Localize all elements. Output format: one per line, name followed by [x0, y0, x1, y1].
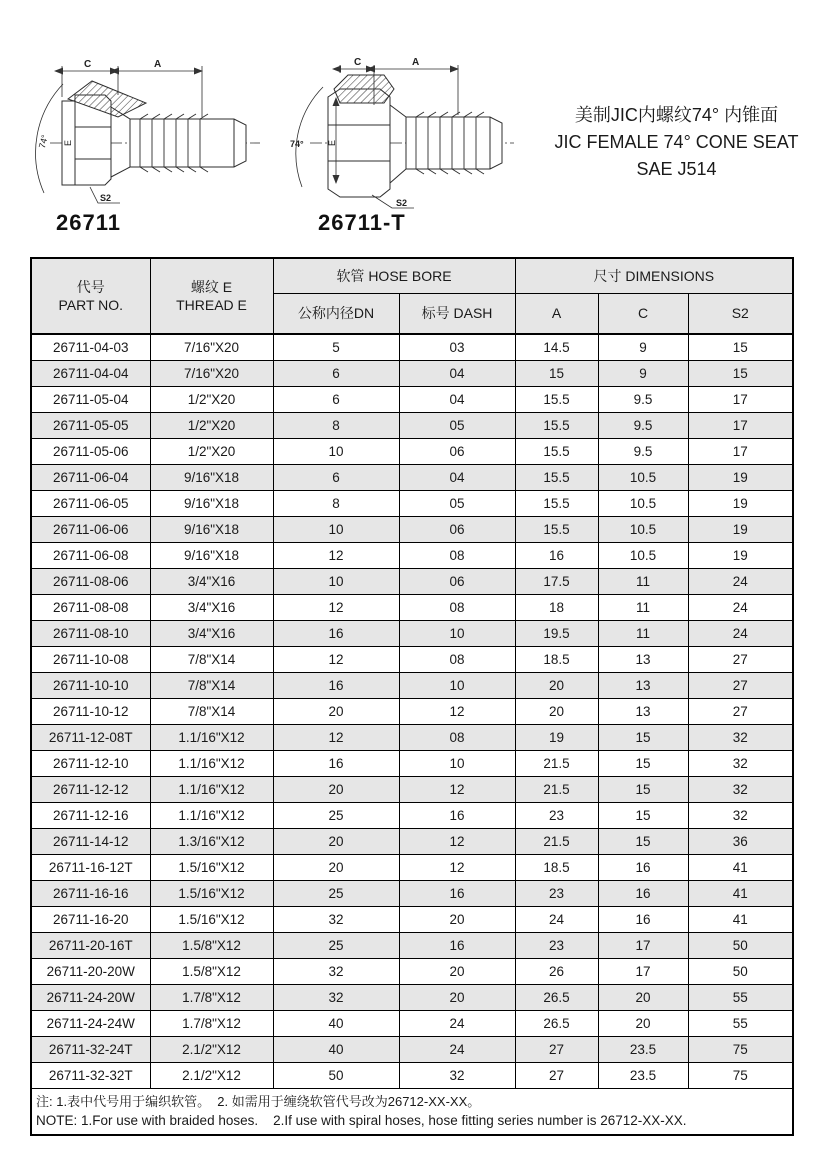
- dim-c-cell: 16: [598, 906, 688, 932]
- dim-label-e: E: [327, 139, 337, 146]
- thread-cell: 1/2"X20: [150, 438, 273, 464]
- dim-s2-cell: 17: [688, 438, 793, 464]
- dn-cell: 16: [273, 750, 399, 776]
- dn-cell: 25: [273, 802, 399, 828]
- dn-cell: 20: [273, 698, 399, 724]
- dim-label-s2: S2: [100, 193, 112, 203]
- dash-cell: 08: [399, 542, 515, 568]
- dim-a-cell: 17.5: [515, 568, 598, 594]
- dim-s2-cell: 15: [688, 334, 793, 360]
- dn-cell: 40: [273, 1036, 399, 1062]
- dim-a-cell: 15.5: [515, 464, 598, 490]
- note-en: NOTE: 1.For use with braided hoses. 2.If use with spiral hoses, hose fitting series number is 26712-XX-XX.: [36, 1112, 687, 1128]
- table-row: [31, 568, 793, 594]
- dim-s2-cell: 24: [688, 620, 793, 646]
- table-row: [31, 776, 793, 802]
- dim-a-cell: 16: [515, 542, 598, 568]
- dim-c-cell: 9.5: [598, 412, 688, 438]
- dim-c-cell: 9.5: [598, 438, 688, 464]
- dash-cell: 06: [399, 516, 515, 542]
- table-row: [31, 1010, 793, 1036]
- part-no-cell: 26711-16-16: [31, 880, 150, 906]
- thread-cell: 9/16"X18: [150, 542, 273, 568]
- col-header-part-no-en: PART NO.: [58, 297, 124, 313]
- dim-c-cell: 17: [598, 932, 688, 958]
- dash-cell: 05: [399, 490, 515, 516]
- col-header-part-no: [31, 258, 150, 334]
- dim-a-cell: 24: [515, 906, 598, 932]
- table-row: [31, 334, 793, 360]
- table-row: [31, 958, 793, 984]
- part-no-cell: 26711-16-12T: [31, 854, 150, 880]
- dim-s2-cell: 17: [688, 386, 793, 412]
- dim-c-cell: 15: [598, 724, 688, 750]
- table-row: [31, 828, 793, 854]
- dim-label-c: C: [354, 57, 362, 68]
- dim-a-cell: 15.5: [515, 412, 598, 438]
- dn-cell: 12: [273, 594, 399, 620]
- dim-a-cell: 23: [515, 802, 598, 828]
- thread-cell: 1/2"X20: [150, 412, 273, 438]
- part-no-cell: 26711-10-08: [31, 646, 150, 672]
- thread-cell: 1.5/16"X12: [150, 880, 273, 906]
- part-no-cell: 26711-08-06: [31, 568, 150, 594]
- dim-label-74deg: 74°: [36, 133, 51, 150]
- dim-c-cell: 15: [598, 776, 688, 802]
- dim-label-a: A: [154, 59, 162, 70]
- dim-c-cell: 17: [598, 958, 688, 984]
- dim-s2-cell: 27: [688, 646, 793, 672]
- dim-a-cell: 15.5: [515, 516, 598, 542]
- dash-cell: 20: [399, 984, 515, 1010]
- thread-cell: 1.5/8"X12: [150, 932, 273, 958]
- part-no-cell: 26711-12-08T: [31, 724, 150, 750]
- dim-label-c: C: [84, 59, 92, 70]
- dim-a-cell: 15.5: [515, 386, 598, 412]
- part-no-cell: 26711-24-24W: [31, 1010, 150, 1036]
- dn-cell: 10: [273, 568, 399, 594]
- table-row: [31, 932, 793, 958]
- dim-c-cell: 23.5: [598, 1062, 688, 1088]
- title-block: [528, 102, 825, 183]
- thread-cell: 2.1/2"X12: [150, 1062, 273, 1088]
- dim-s2-cell: 17: [688, 412, 793, 438]
- dim-c-cell: 11: [598, 594, 688, 620]
- dash-cell: 20: [399, 906, 515, 932]
- dash-cell: 04: [399, 464, 515, 490]
- table-row: [31, 464, 793, 490]
- thread-cell: 3/4"X16: [150, 594, 273, 620]
- part-no-cell: 26711-14-12: [31, 828, 150, 854]
- dash-cell: 04: [399, 360, 515, 386]
- part-no-cell: 26711-32-24T: [31, 1036, 150, 1062]
- dim-a-cell: 21.5: [515, 828, 598, 854]
- part-no-cell: 26711-05-06: [31, 438, 150, 464]
- table-row: [31, 698, 793, 724]
- table-row: [31, 1036, 793, 1062]
- dn-cell: 20: [273, 776, 399, 802]
- thread-cell: 1.5/16"X12: [150, 854, 273, 880]
- part-no-cell: 26711-06-08: [31, 542, 150, 568]
- dim-c-cell: 15: [598, 828, 688, 854]
- dim-c-cell: 13: [598, 672, 688, 698]
- col-header-part-no-cn: 代号: [76, 279, 105, 295]
- part-no-cell: 26711-24-20W: [31, 984, 150, 1010]
- dim-s2-cell: 24: [688, 568, 793, 594]
- dn-cell: 25: [273, 880, 399, 906]
- dn-cell: 40: [273, 1010, 399, 1036]
- model-caption-26711-t: 26711-T: [318, 210, 406, 235]
- dim-c-cell: 16: [598, 880, 688, 906]
- thread-cell: 3/4"X16: [150, 620, 273, 646]
- model-caption-26711: 26711: [56, 210, 121, 235]
- dash-cell: 32: [399, 1062, 515, 1088]
- dash-cell: 08: [399, 646, 515, 672]
- col-header-thread-en: THREAD E: [176, 297, 247, 313]
- thread-cell: 7/8"X14: [150, 698, 273, 724]
- dim-label-a: A: [412, 57, 420, 68]
- dn-cell: 12: [273, 646, 399, 672]
- dn-cell: 8: [273, 490, 399, 516]
- dim-a-cell: 27: [515, 1062, 598, 1088]
- dim-s2-cell: 24: [688, 594, 793, 620]
- dim-label-s2: S2: [396, 198, 408, 208]
- dim-a-cell: 21.5: [515, 750, 598, 776]
- table-row: [31, 906, 793, 932]
- thread-cell: 1/2"X20: [150, 386, 273, 412]
- dim-c-cell: 10.5: [598, 516, 688, 542]
- dim-s2-cell: 36: [688, 828, 793, 854]
- dash-cell: 10: [399, 620, 515, 646]
- part-no-cell: 26711-32-32T: [31, 1062, 150, 1088]
- fitting-drawing-26711: [34, 55, 264, 220]
- dim-s2-cell: 50: [688, 932, 793, 958]
- dim-s2-cell: 55: [688, 1010, 793, 1036]
- dash-cell: 12: [399, 698, 515, 724]
- dash-cell: 12: [399, 776, 515, 802]
- dn-cell: 20: [273, 828, 399, 854]
- part-no-cell: 26711-05-05: [31, 412, 150, 438]
- dash-cell: 16: [399, 932, 515, 958]
- table-row: [31, 542, 793, 568]
- dim-a-cell: 18: [515, 594, 598, 620]
- dim-a-cell: 19: [515, 724, 598, 750]
- table-row: [31, 750, 793, 776]
- fitting-drawing-26711-svg: [34, 55, 264, 215]
- col-header-thread-cn: 螺纹 E: [190, 279, 233, 295]
- dim-a-cell: 14.5: [515, 334, 598, 360]
- part-no-cell: 26711-12-16: [31, 802, 150, 828]
- table-row: [31, 724, 793, 750]
- dim-c-cell: 9.5: [598, 386, 688, 412]
- dim-c-cell: 20: [598, 984, 688, 1010]
- dim-c-cell: 11: [598, 620, 688, 646]
- part-no-cell: 26711-20-16T: [31, 932, 150, 958]
- table-row: [31, 1062, 793, 1088]
- col-header-dn: 公称内径DN: [273, 293, 399, 334]
- col-header-dash: 标号 DASH: [399, 293, 515, 334]
- dash-cell: 24: [399, 1010, 515, 1036]
- dash-cell: 05: [399, 412, 515, 438]
- dim-s2-cell: 50: [688, 958, 793, 984]
- dim-s2-cell: 19: [688, 464, 793, 490]
- dim-s2-cell: 55: [688, 984, 793, 1010]
- page-title-en: JIC FEMALE 74° CONE SEAT: [554, 132, 799, 152]
- dim-c-cell: 15: [598, 750, 688, 776]
- thread-cell: 7/8"X14: [150, 672, 273, 698]
- thread-cell: 7/16"X20: [150, 360, 273, 386]
- fitting-drawing-26711-t-svg: [288, 55, 518, 215]
- dim-c-cell: 20: [598, 1010, 688, 1036]
- dim-s2-cell: 27: [688, 698, 793, 724]
- dn-cell: 5: [273, 334, 399, 360]
- col-header-dim-s2: S2: [688, 293, 793, 334]
- part-no-cell: 26711-10-10: [31, 672, 150, 698]
- thread-cell: 1.1/16"X12: [150, 802, 273, 828]
- part-no-cell: 26711-05-04: [31, 386, 150, 412]
- page-title-cn: 美制JIC内螺纹74° 内锥面: [574, 105, 779, 125]
- col-header-thread: [150, 258, 273, 334]
- dim-c-cell: 23.5: [598, 1036, 688, 1062]
- dim-s2-cell: 27: [688, 672, 793, 698]
- table-row: [31, 620, 793, 646]
- part-no-cell: 26711-04-04: [31, 360, 150, 386]
- table-note: [31, 1088, 793, 1135]
- dn-cell: 32: [273, 906, 399, 932]
- thread-cell: 1.5/16"X12: [150, 906, 273, 932]
- dim-a-cell: 27: [515, 1036, 598, 1062]
- dim-c-cell: 10.5: [598, 464, 688, 490]
- part-no-cell: 26711-04-03: [31, 334, 150, 360]
- dim-s2-cell: 41: [688, 880, 793, 906]
- thread-cell: 9/16"X18: [150, 490, 273, 516]
- dim-a-cell: 26.5: [515, 1010, 598, 1036]
- thread-cell: 1.1/16"X12: [150, 724, 273, 750]
- part-no-cell: 26711-20-20W: [31, 958, 150, 984]
- dn-cell: 6: [273, 464, 399, 490]
- dim-a-cell: 23: [515, 880, 598, 906]
- dim-s2-cell: 32: [688, 776, 793, 802]
- thread-cell: 1.1/16"X12: [150, 776, 273, 802]
- dim-a-cell: 18.5: [515, 646, 598, 672]
- dim-s2-cell: 19: [688, 490, 793, 516]
- dash-cell: 20: [399, 958, 515, 984]
- dn-cell: 16: [273, 620, 399, 646]
- page-title-standard: SAE J514: [636, 159, 717, 179]
- part-no-cell: 26711-10-12: [31, 698, 150, 724]
- dim-label-e: E: [63, 139, 73, 146]
- dim-c-cell: 13: [598, 698, 688, 724]
- dn-cell: 8: [273, 412, 399, 438]
- dn-cell: 10: [273, 438, 399, 464]
- dash-cell: 10: [399, 672, 515, 698]
- dash-cell: 12: [399, 828, 515, 854]
- part-no-cell: 26711-12-10: [31, 750, 150, 776]
- col-header-dim-c: C: [598, 293, 688, 334]
- dim-c-cell: 16: [598, 854, 688, 880]
- dim-c-cell: 9: [598, 360, 688, 386]
- thread-cell: 3/4"X16: [150, 568, 273, 594]
- dash-cell: 24: [399, 1036, 515, 1062]
- dash-cell: 06: [399, 438, 515, 464]
- table-row: [31, 802, 793, 828]
- dn-cell: 20: [273, 854, 399, 880]
- dn-cell: 12: [273, 542, 399, 568]
- thread-cell: 7/8"X14: [150, 646, 273, 672]
- dim-s2-cell: 75: [688, 1062, 793, 1088]
- dim-c-cell: 9: [598, 334, 688, 360]
- thread-cell: 1.1/16"X12: [150, 750, 273, 776]
- spec-table-wrap: [30, 257, 794, 1136]
- dim-a-cell: 15: [515, 360, 598, 386]
- table-row: [31, 984, 793, 1010]
- dim-s2-cell: 41: [688, 906, 793, 932]
- dim-c-cell: 11: [598, 568, 688, 594]
- part-no-cell: 26711-16-20: [31, 906, 150, 932]
- dim-a-cell: 20: [515, 698, 598, 724]
- table-row: [31, 594, 793, 620]
- dim-c-cell: 15: [598, 802, 688, 828]
- dim-c-cell: 10.5: [598, 542, 688, 568]
- dash-cell: 16: [399, 802, 515, 828]
- dim-a-cell: 20: [515, 672, 598, 698]
- table-row: [31, 516, 793, 542]
- dash-cell: 08: [399, 594, 515, 620]
- dim-a-cell: 18.5: [515, 854, 598, 880]
- dim-s2-cell: 19: [688, 516, 793, 542]
- dim-s2-cell: 32: [688, 750, 793, 776]
- dim-s2-cell: 32: [688, 802, 793, 828]
- table-row: [31, 360, 793, 386]
- dim-a-cell: 15.5: [515, 490, 598, 516]
- dim-a-cell: 19.5: [515, 620, 598, 646]
- dim-c-cell: 10.5: [598, 490, 688, 516]
- dash-cell: 16: [399, 880, 515, 906]
- dn-cell: 6: [273, 360, 399, 386]
- part-no-cell: 26711-06-05: [31, 490, 150, 516]
- part-no-cell: 26711-06-06: [31, 516, 150, 542]
- table-row: [31, 880, 793, 906]
- group-header-dimensions: 尺寸 DIMENSIONS: [515, 258, 793, 293]
- table-row: [31, 386, 793, 412]
- table-row: [31, 438, 793, 464]
- thread-cell: 9/16"X18: [150, 464, 273, 490]
- dim-a-cell: 23: [515, 932, 598, 958]
- part-no-cell: 26711-06-04: [31, 464, 150, 490]
- spec-table: [30, 257, 794, 1136]
- dn-cell: 25: [273, 932, 399, 958]
- table-row: [31, 412, 793, 438]
- dim-a-cell: 15.5: [515, 438, 598, 464]
- col-header-dim-a: A: [515, 293, 598, 334]
- thread-cell: 7/16"X20: [150, 334, 273, 360]
- dn-cell: 12: [273, 724, 399, 750]
- dash-cell: 04: [399, 386, 515, 412]
- thread-cell: 9/16"X18: [150, 516, 273, 542]
- dn-cell: 32: [273, 958, 399, 984]
- dn-cell: 16: [273, 672, 399, 698]
- table-row: [31, 490, 793, 516]
- thread-cell: 1.7/8"X12: [150, 984, 273, 1010]
- dim-s2-cell: 15: [688, 360, 793, 386]
- thread-cell: 1.5/8"X12: [150, 958, 273, 984]
- table-row: [31, 672, 793, 698]
- part-no-cell: 26711-12-12: [31, 776, 150, 802]
- thread-cell: 1.3/16"X12: [150, 828, 273, 854]
- dn-cell: 32: [273, 984, 399, 1010]
- dash-cell: 08: [399, 724, 515, 750]
- dash-cell: 06: [399, 568, 515, 594]
- dim-s2-cell: 75: [688, 1036, 793, 1062]
- table-row: [31, 646, 793, 672]
- dash-cell: 12: [399, 854, 515, 880]
- dash-cell: 10: [399, 750, 515, 776]
- thread-cell: 1.7/8"X12: [150, 1010, 273, 1036]
- dn-cell: 6: [273, 386, 399, 412]
- group-header-hose-bore: 软管 HOSE BORE: [273, 258, 515, 293]
- dim-a-cell: 26: [515, 958, 598, 984]
- dash-cell: 03: [399, 334, 515, 360]
- dim-s2-cell: 32: [688, 724, 793, 750]
- dim-s2-cell: 19: [688, 542, 793, 568]
- part-no-cell: 26711-08-08: [31, 594, 150, 620]
- dim-a-cell: 26.5: [515, 984, 598, 1010]
- dim-s2-cell: 41: [688, 854, 793, 880]
- spec-table-body: [31, 334, 793, 1088]
- dim-c-cell: 13: [598, 646, 688, 672]
- table-row: [31, 854, 793, 880]
- thread-cell: 2.1/2"X12: [150, 1036, 273, 1062]
- dim-label-74deg: 74°: [290, 139, 304, 149]
- dn-cell: 10: [273, 516, 399, 542]
- part-no-cell: 26711-08-10: [31, 620, 150, 646]
- dim-a-cell: 21.5: [515, 776, 598, 802]
- fitting-drawing-26711-t: [288, 55, 518, 220]
- dn-cell: 50: [273, 1062, 399, 1088]
- note-cn: 注: 1.表中代号用于编织软管。 2. 如需用于缠绕软管代号改为26712-XX-XX。: [36, 1093, 481, 1109]
